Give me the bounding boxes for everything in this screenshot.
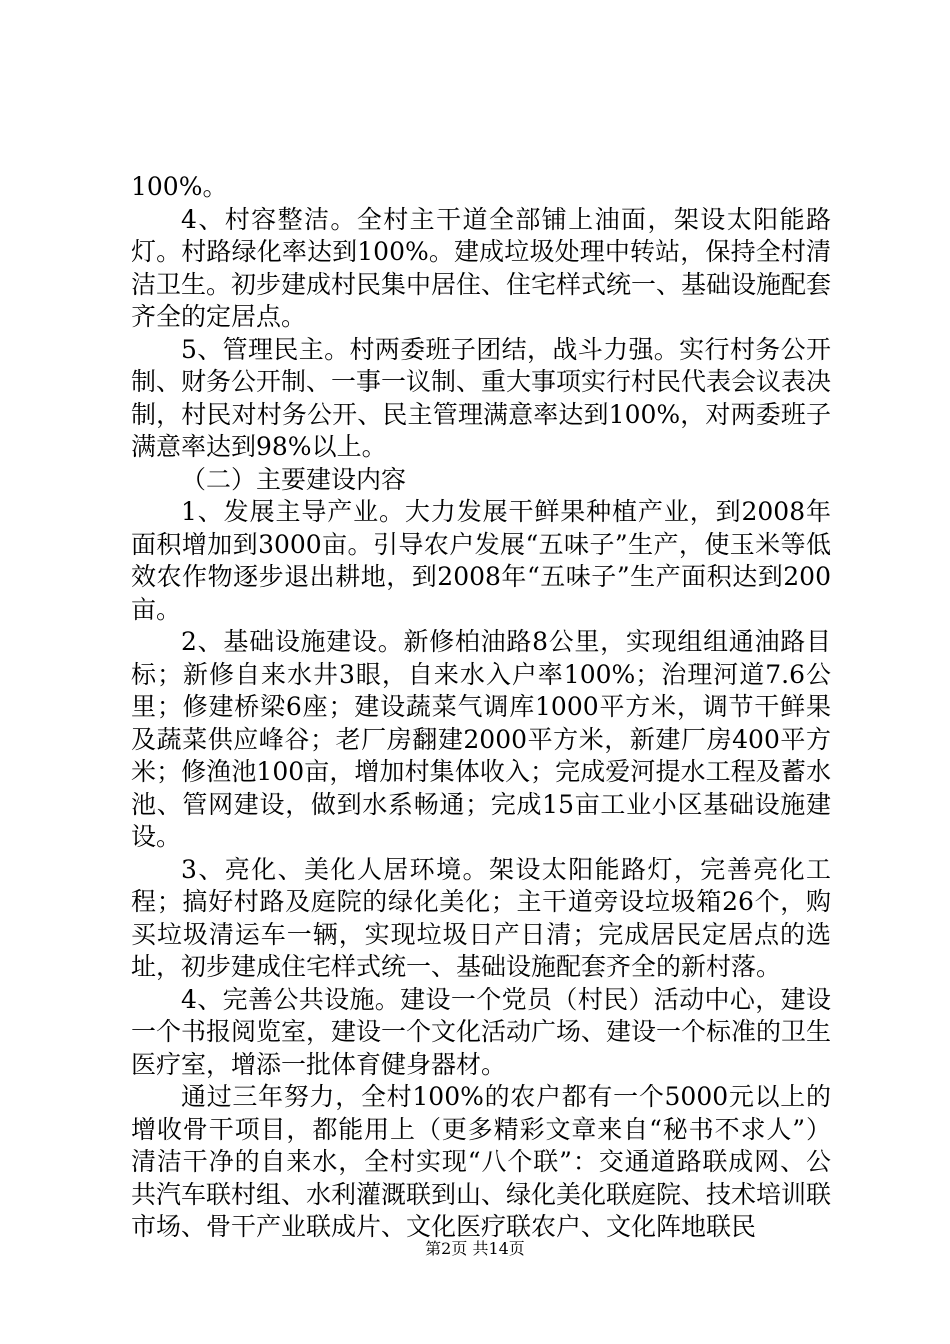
page-number-footer: 第2页 共14页 bbox=[425, 1239, 525, 1258]
paragraph-village-appearance: 4、村容整洁。全村主干道全部铺上油面，架设太阳能路灯。村路绿化率达到100%。建成垃圾处理中转站，保持全村清洁卫生。初步建成村民集中居住、住宅样式统一、基础设施配套齐全的定居点。 bbox=[131, 204, 832, 331]
paragraph-public-facilities: 4、完善公共设施。建设一个党员（村民）活动中心，建设一个书报阅览室，建设一个文化活动广场、建设一个标准的卫生医疗室，增添一批体育健身器材。 bbox=[131, 984, 832, 1079]
document-body bbox=[131, 171, 831, 1244]
paragraph-leading-industry: 1、发展主导产业。大力发展干鲜果种植产业，到2008年面积增加到3000亩。引导农户发展“五味子”生产，使玉米等低效农作物逐步退出耕地，到2008年“五味子”生产面积达到200亩。 bbox=[131, 497, 831, 624]
paragraph-living-environment: 3、亮化、美化人居环境。架设太阳能路灯，完善亮化工程；搞好村路及庭院的绿化美化；主干道旁设垃圾箱26个，购买垃圾清运车一辆，实现垃圾日产日清；完成居民定居点的选址，初步建成住宅样式统一、基础设施配套齐全的新村落。 bbox=[131, 854, 831, 981]
paragraph-continuation: 100%。 bbox=[131, 172, 228, 201]
section-heading-main-construction: （二）主要建设内容 bbox=[181, 464, 407, 494]
paragraph-infrastructure: 2、基础设施建设。新修柏油路8公里，实现组组通油路目标；新修自来水井3眼，自来水入户率100%；治理河道7.6公里；修建桥梁6座；建设蔬菜气调库1000平方米，调节干鲜果及蔬菜供应峰谷；老厂房翻建2000平方米，新建厂房400平方米；修渔池100亩，增加村集体收入；完成爱河提水工程及蓄水池、管网建设，做到水系畅通；完成15亩工业小区基础设施建设。 bbox=[131, 627, 831, 851]
paragraph-three-year-goals: 通过三年努力，全村100%的农户都有一个5000元以上的增收骨干项目，都能用上（更多精彩文章来自“秘书不求人”）清洁干净的自来水，全村实现“八个联”：交通道路联成网、公共汽车联村组、水利灌溉联到山、绿化美化联庭院、技术培训联市场、骨干产业联成片、文化医疗联农户、文化阵地联民 bbox=[131, 1082, 832, 1241]
paragraph-democratic-management: 5、管理民主。村两委班子团结，战斗力强。实行村务公开制、财务公开制、一事一议制、重大事项实行村民代表会议表决制，村民对村务公开、民主管理满意率达到100%，对两委班子满意率达到98%以上。 bbox=[131, 334, 832, 461]
